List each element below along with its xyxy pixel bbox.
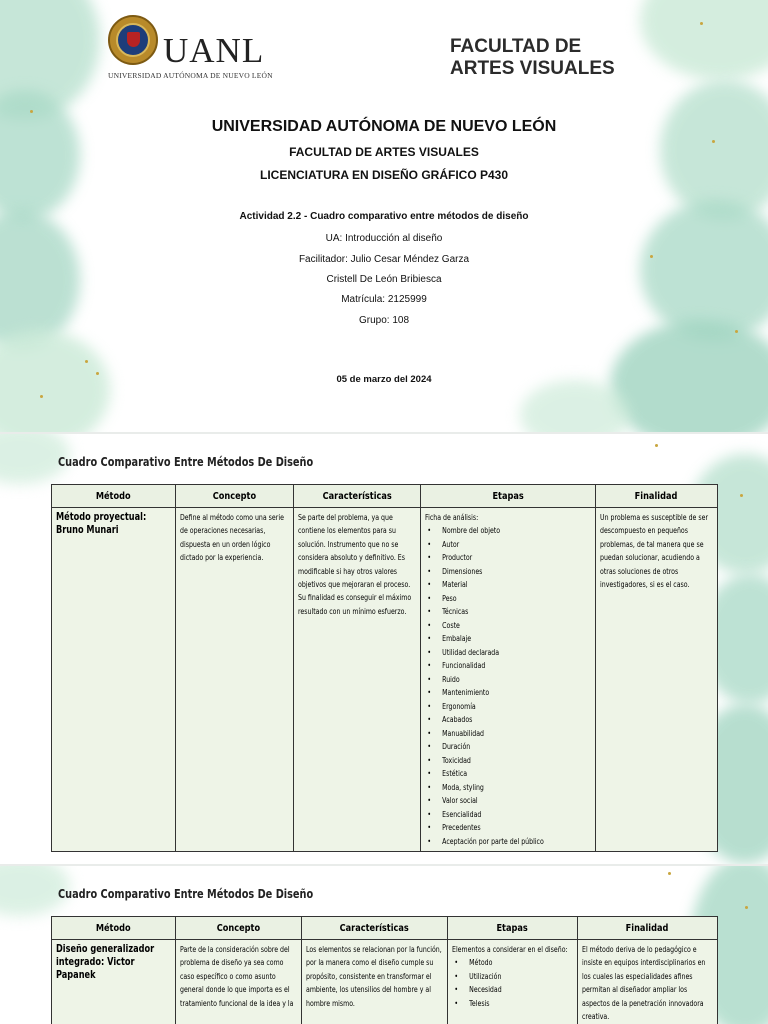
- section-title: Cuadro Comparativo Entre Métodos De Diseño: [58, 454, 314, 469]
- purpose-cell: El método deriva de lo pedagógico e insiste en equipos interdisciplinarios en los cuales las especialidades afines permitan al diseñador ampliar los aspectos de la penetración innovadora creativa.: [578, 940, 718, 1024]
- university-name: UNIVERSIDAD AUTÓNOMA DE NUEVO LEÓN: [211, 118, 557, 135]
- header-characteristics: Características: [302, 917, 448, 940]
- student-id: Matrícula: 2125999: [341, 294, 427, 305]
- stage-item: • Coste: [425, 619, 608, 633]
- gold-speck: [712, 140, 715, 143]
- facilitator: Facilitador: Julio Cesar Méndez Garza: [298, 254, 470, 265]
- gold-speck: [700, 22, 703, 25]
- stage-item: • Ergonomía: [425, 700, 608, 714]
- group-number: Grupo: 108: [358, 315, 410, 326]
- course-unit: UA: Introducción al diseño: [325, 233, 443, 244]
- gold-speck: [745, 906, 748, 909]
- purpose-cell: Un problema es susceptible de ser descompuesto en pequeños problemas, de tal manera que se puedan solucionar, acudiendo a otras soluciones de otros investigadores, si es el caso.: [596, 508, 718, 852]
- faculty-header-title: [450, 36, 670, 80]
- stage-item: • Dimensiones: [425, 565, 608, 579]
- method-cell: Método proyectual: Bruno Munari: [52, 508, 176, 852]
- student-name: Cristell De León Bribiesca: [326, 274, 442, 285]
- header-stages: Etapas: [448, 917, 578, 940]
- table-header-row: [52, 485, 718, 508]
- document-date: 05 de marzo del 2024: [336, 374, 432, 385]
- cover-page: [0, 0, 768, 432]
- table-row: [52, 940, 718, 1024]
- stages-list: [425, 524, 591, 848]
- gold-speck: [668, 872, 671, 875]
- gold-speck: [740, 494, 743, 497]
- faculty-header-line2: ARTES VISUALES: [450, 58, 615, 79]
- faculty-name: FACULTAD DE ARTES VISUALES: [289, 145, 479, 159]
- gold-speck: [30, 110, 33, 113]
- concept-cell: Define al método como una serie de operaciones necesarias, dispuesta en un orden lógico dictado por la experiencia.: [176, 508, 294, 852]
- stage-item: • Nombre del objeto: [425, 524, 608, 538]
- gold-speck: [735, 330, 738, 333]
- header-concept: Concepto: [176, 485, 294, 508]
- uanl-logo-subtitle: UNIVERSIDAD AUTÓNOMA DE NUEVO LEÓN: [108, 71, 273, 80]
- stage-item: • Embalaje: [425, 632, 608, 646]
- header-purpose: Finalidad: [578, 917, 718, 940]
- stage-item: • Mantenimiento: [425, 686, 608, 700]
- table-header-row: [52, 917, 718, 940]
- stage-item: • Método: [452, 956, 590, 970]
- characteristics-cell: Los elementos se relacionan por la función, por la manera como el diseño cumple su propósito, consistente en transformar el ambiente, los utensilios del hombre y al hombre mismo.: [302, 940, 448, 1024]
- header-characteristics: Características: [294, 485, 421, 508]
- faculty-header-line1: FACULTAD DE: [450, 36, 582, 57]
- concept-cell: Parte de la consideración sobre del problema de diseño ya sea como caso específico o como asunto general donde lo que importa es el tratamiento funcional de la idea y la: [176, 940, 302, 1024]
- stage-item: • Autor: [425, 538, 608, 552]
- table-row: [52, 508, 718, 852]
- stages-list: [452, 956, 573, 1010]
- characteristics-cell: Se parte del problema, ya que contiene los elementos para su solución. Instrumento que no se considera absoluto y definitivo. Es modificable si hay otros valores objetivos que mejoraran el proceso. Su finalidad es conseguir el máximo resultado con un mínimo esfuerzo.: [294, 508, 421, 852]
- stage-item: • Utilización: [452, 970, 590, 984]
- stage-item: • Duración: [425, 740, 608, 754]
- stage-item: • Esencialidad: [425, 808, 608, 822]
- stage-item: • Aceptación por parte del público: [425, 835, 608, 849]
- header-purpose: Finalidad: [596, 485, 718, 508]
- gold-speck: [85, 360, 88, 363]
- stage-item: • Productor: [425, 551, 608, 565]
- stage-item: • Moda, styling: [425, 781, 608, 795]
- stages-cell: Elementos a considerar en el diseño: • Método • Utilización • Necesidad • Telesis: [448, 940, 578, 1024]
- stage-item: • Telesis: [452, 997, 590, 1011]
- stage-item: • Necesidad: [452, 983, 590, 997]
- stage-item: • Funcionalidad: [425, 659, 608, 673]
- stage-item: • Estética: [425, 767, 608, 781]
- header-method: Método: [52, 485, 176, 508]
- header-concept: Concepto: [176, 917, 302, 940]
- stage-item: • Material: [425, 578, 608, 592]
- stage-item: • Peso: [425, 592, 608, 606]
- gold-speck: [655, 444, 658, 447]
- stage-item: • Manuabilidad: [425, 727, 608, 741]
- header-method: Método: [52, 917, 176, 940]
- comparison-table: [51, 916, 718, 1024]
- activity-title: Actividad 2.2 - Cuadro comparativo entre métodos de diseño: [239, 211, 529, 222]
- stage-item: • Utilidad declarada: [425, 646, 608, 660]
- comparison-table: [51, 484, 718, 852]
- program-name: LICENCIATURA EN DISEÑO GRÁFICO P430: [259, 168, 509, 182]
- section-title: Cuadro Comparativo Entre Métodos De Diseño: [58, 886, 314, 901]
- stage-item: • Acabados: [425, 713, 608, 727]
- stage-item: • Precedentes: [425, 821, 608, 835]
- uanl-seal-icon: [108, 15, 158, 65]
- gold-speck: [40, 395, 43, 398]
- method-cell: Diseño generalizador integrado: Victor Papanek: [52, 940, 176, 1024]
- stage-item: • Toxicidad: [425, 754, 608, 768]
- comparison-page-papanek: [0, 866, 768, 1024]
- stages-cell: Ficha de análisis: • Nombre del objeto • Autor • Productor • Dimensiones • Material • Peso • Técnicas • Coste • Embalaje • Utilidad declarada • Funcionalidad • Ruido • Mantenimiento • Ergonomía • Acabados • Manuabilidad • Duración • Toxicidad • Estética • Moda, styling • Valor social • Esencialidad • Precedentes • Aceptación por parte del público: [421, 508, 596, 852]
- uanl-logo-text: UANL: [163, 31, 265, 70]
- stage-item: • Valor social: [425, 794, 608, 808]
- comparison-page-munari: [0, 434, 768, 864]
- stage-item: • Técnicas: [425, 605, 608, 619]
- header-stages: Etapas: [421, 485, 596, 508]
- stage-item: • Ruido: [425, 673, 608, 687]
